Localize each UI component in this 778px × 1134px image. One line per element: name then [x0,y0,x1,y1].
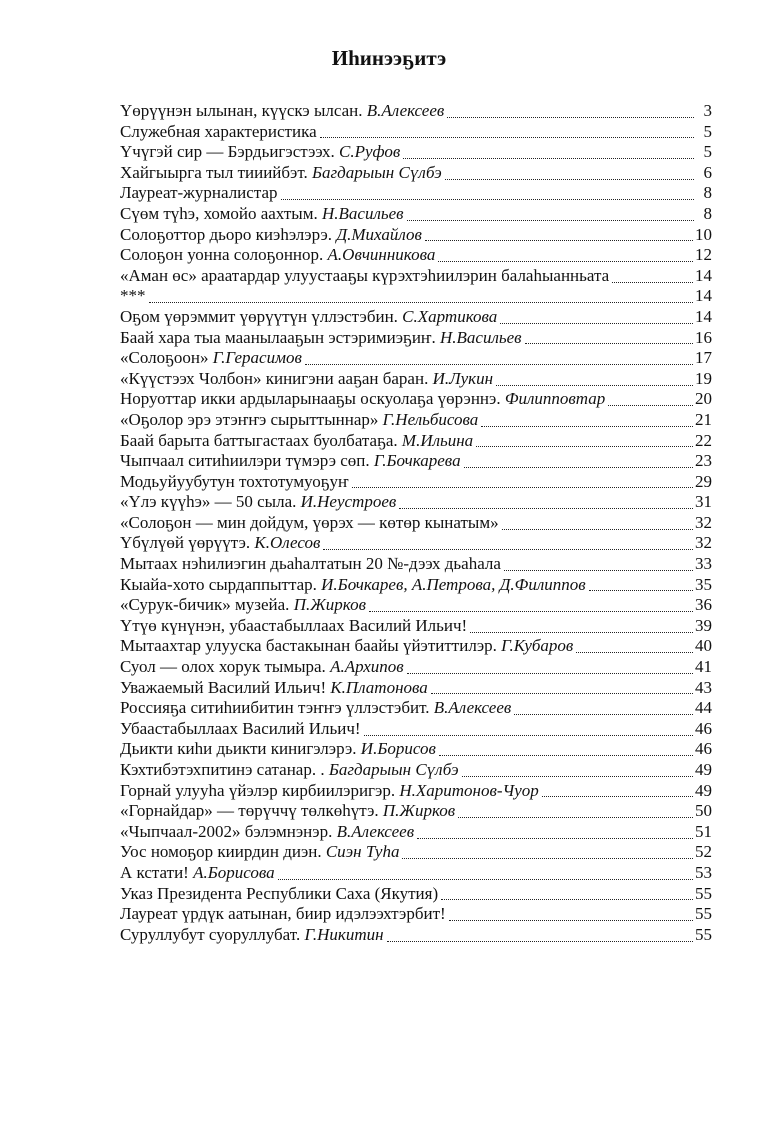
toc-entry-text [120,225,422,246]
toc-entry-page-number: 21 [695,409,712,429]
toc-entry-page-number: 29 [695,471,712,491]
toc-entry-text [120,492,396,513]
toc-entry [120,410,712,431]
toc-entry-title: «Солоҕоон» [120,348,213,368]
toc-entry-text [120,389,605,410]
toc-entry-title: «Солоҕон — мин дойдум, үөрэх — көтөр кынатым» [120,512,499,532]
toc-entry-page-number: 41 [695,657,712,677]
toc-entry-page-number: 8 [703,183,712,203]
toc-entry-title: Убаастабыллаах Василий Ильич! [120,718,361,738]
dot-leader [449,920,693,921]
toc-entry-page-number: 33 [695,554,712,574]
toc-entry [120,142,712,163]
dot-leader [149,302,694,303]
toc-entry [120,904,712,925]
toc-entry-text [120,801,455,822]
toc-entry-text [120,533,320,554]
toc-entry [120,101,712,122]
toc-entry-title: Указ Президента Республики Саха (Якутия) [120,883,439,903]
toc-entry-page-number: 20 [695,389,712,409]
toc-entry-title: Лауреат-журналистар [120,183,278,203]
toc-entry-text [120,575,586,596]
toc-entry-text [120,513,499,534]
dot-leader [504,570,693,571]
toc-entry-author: Г.Никитин [304,924,384,944]
toc-entry-title: Уважаемый Василий Ильич! [120,677,331,697]
toc-entry-title: Чыпчаал ситиһиилэри түмэрэ сөп. [120,451,374,471]
dot-leader [369,611,693,612]
toc-entry [120,472,712,493]
dot-leader [399,508,693,509]
toc-entry-title: *** [120,286,146,306]
toc-entry [120,245,712,266]
toc-entry-title: Модьуйуубутун тохтотумуоҕуҥ [120,471,349,491]
toc-entry-page-number: 49 [695,760,712,779]
toc-entry-text [120,760,459,781]
toc-entry-text [120,616,467,637]
toc-entry-author: Сиэн Туһа [325,842,400,862]
toc-entry [120,636,712,657]
toc-entry-title: Уос номоҕор киирдин диэн. [120,842,326,862]
toc-entry [120,698,712,719]
toc-entry-title: Солоҕоттор дьоро киэһэлэрэ. [120,224,337,244]
toc-entry [120,163,712,184]
toc-entry-page-number: 44 [695,698,712,718]
toc-entry [120,266,712,287]
toc-entry-title: «Үлэ күүһэ» — 50 сыла. [120,492,301,512]
toc-entry-title: Хайгыырга тыл тииийбэт. [120,162,313,182]
toc-entry-author: С.Руфов [339,142,401,162]
dot-leader [445,179,694,180]
dot-leader [407,220,694,221]
toc-entry-author: П.Жирков [293,595,366,615]
dot-leader [281,199,694,200]
dot-leader [464,467,693,468]
page-title: Иһинээҕитэ [331,46,447,70]
toc-entry-author: И.Бочкарев, А.Петрова, Д.Филиппов [321,574,586,594]
toc-entry-text [120,884,438,905]
toc-entry-title: Үтүө күнүнэн, убаастабыллаах Василий Ильич! [120,615,468,635]
toc-entry-page-number: 49 [695,780,712,800]
toc-entry-author: Г.Герасимов [212,348,302,368]
toc-entry [120,204,712,225]
toc-entry-title: Россияҕа ситиһиибитин тэҥҥэ үллэстэбит. [120,698,434,718]
toc-entry-title: Мытаах нэһилиэгин дьаһалтатын 20 №-дээх дьаһала [120,554,501,574]
toc-entry-author: Г.Бочкарева [373,451,461,471]
toc-entry-page-number: 43 [695,677,712,697]
toc-entry [120,842,712,863]
toc-entry-page-number: 53 [695,862,712,882]
toc-entry [120,595,712,616]
toc-entry-page-number: 55 [695,904,712,924]
toc-entry-title: Кэхтибэтэхпитинэ сатанар. . [120,760,329,779]
toc-entry-author: В.Алексеев [366,101,445,120]
toc-entry-author: Багдарыын Сүлбэ [328,760,459,779]
toc-entry-title: Мытаахтар улууска бастакынан баайы үйэтиттилэр. [120,636,502,656]
toc-entry-text [120,183,278,204]
toc-entry [120,822,712,843]
dot-leader [407,673,693,674]
dot-leader [462,776,693,777]
dot-leader [364,735,693,736]
dot-leader [447,117,694,118]
toc-entry [120,431,712,452]
dot-leader [403,158,694,159]
toc-entry-page-number: 39 [695,615,712,635]
toc-entry-author: И.Лукин [432,368,494,388]
toc-entry [120,286,712,307]
toc-entry-title: Баай барыта баттыгастаах буолбатаҕа. [120,430,402,450]
toc-entry-text [120,904,446,925]
toc-entry-title: Үчүгэй сир — Бэрдьигэстээх. [120,142,340,162]
toc-entry-page-number: 40 [695,636,712,656]
toc-entry [120,925,712,946]
dot-leader [470,632,693,633]
toc-entry-text [120,142,400,163]
toc-entry [120,554,712,575]
toc-entry [120,389,712,410]
dot-leader [608,405,693,406]
toc-entry-page-number: 22 [695,430,712,450]
dot-leader [323,549,693,550]
toc-entry [120,369,712,390]
toc-entry-text [120,101,444,122]
toc-entry-text [120,328,522,349]
dot-leader [496,385,693,386]
dot-leader [481,426,693,427]
toc-entry-text [120,451,461,472]
toc-entry-text [120,678,428,699]
dot-leader [438,261,693,262]
toc-entry [120,678,712,699]
toc-entry-page-number: 32 [695,533,712,553]
dot-leader [576,652,693,653]
toc-entry-page-number: 55 [695,924,712,944]
toc-entry-page-number: 51 [695,821,712,841]
dot-leader [612,282,693,283]
toc-entry-author: Г.Кубаров [501,636,574,656]
toc-entry-text [120,204,404,225]
toc-entry-title: Баай хара тыа маанылааҕын эстэримиэҕиҥ. [120,327,441,347]
toc-entry [120,657,712,678]
toc-entry-author: А.Овчинникова [327,245,436,265]
toc-entry-text [120,739,436,760]
dot-leader [514,714,693,715]
toc-entry-title: Сүөм түһэ, хомойо аахтым. [120,203,322,223]
toc-entry-page-number: 32 [695,512,712,532]
toc-entry-author: И.Борисов [360,739,436,759]
dot-leader [589,590,693,591]
toc-entry-text [120,307,497,328]
toc-entry-text [120,863,275,884]
toc-entry-title: Солоҕон уонна солоҕоннор. [120,245,328,265]
toc-entry-page-number: 12 [695,245,712,265]
toc-entry [120,863,712,884]
toc-entry-author: Н.Васильев [440,327,522,347]
dot-leader [439,755,693,756]
toc-entry-page-number: 46 [695,718,712,738]
dot-leader [425,240,693,241]
dot-leader [525,343,693,344]
toc-entry-title: А кстати! [120,862,194,882]
toc-entry-text [120,163,442,184]
toc-entry-author: А.Архипов [330,657,404,677]
toc-entry-page-number: 14 [695,306,712,326]
toc-entry-title: Норуоттар икки ардыларынааҕы оскуолаҕа үөрэннэ. [120,389,505,409]
toc-entry-author: В.Алексеев [433,698,512,718]
toc-entry [120,348,712,369]
toc-entry-text [120,842,399,863]
toc-entry-title: Үөрүүнэн ылынан, күүскэ ылсан. [120,101,367,120]
dot-leader [431,693,693,694]
toc-entry-title: Үбүлүөй үөрүүтэ. [120,533,255,553]
toc-entry [120,739,712,760]
toc-entry-page-number: 14 [695,286,712,306]
toc-entry-author: И.Неустроев [300,492,397,512]
toc-entry-page-number: 31 [695,492,712,512]
toc-entry [120,719,712,740]
toc-entry-text [120,472,349,493]
dot-leader [458,817,693,818]
toc-entry-text [120,781,539,802]
dot-leader [500,323,693,324]
toc-entry-author: Багдарыын Сүлбэ [312,162,442,182]
toc-entry-author: М.Ильина [401,430,474,450]
toc-entry [120,122,712,143]
toc-entry-page-number: 46 [695,739,712,759]
dot-leader [387,941,693,942]
toc-entry-page-number: 5 [703,121,712,141]
toc-entry-page-number: 14 [695,265,712,285]
toc-entry-text [120,431,473,452]
table-of-contents [120,101,712,945]
toc-entry-author: Филипповтар [504,389,606,409]
toc-entry [120,492,712,513]
toc-entry [120,781,712,802]
toc-entry-author: А.Борисова [193,862,275,882]
toc-entry-page-number: 19 [695,368,712,388]
toc-entry [120,575,712,596]
toc-entry-author: Г.Нельбисова [382,409,479,429]
toc-entry-title: «Чыпчаал-2002» бэлэмнэнэр. [120,821,337,841]
toc-entry-title: «Күүстээх Чолбон» кинигэни ааҕан баран. [120,368,433,388]
toc-entry-page-number: 23 [695,451,712,471]
toc-entry-text [120,554,501,575]
toc-entry-title: Оҕом үөрэммит үөрүүтүн үллэстэбин. [120,306,403,326]
toc-entry-text [120,719,361,740]
toc-entry-text [120,698,511,719]
dot-leader [542,796,693,797]
toc-entry [120,451,712,472]
toc-entry-page-number: 55 [695,883,712,903]
toc-entry-title: Суол — олох хорук тымыра. [120,657,331,677]
toc-entry-author: Д.Михайлов [336,224,422,244]
toc-entry [120,328,712,349]
toc-entry-text [120,348,302,369]
toc-entry-title: Дьикти киһи дьикти кинигэлэрэ. [120,739,361,759]
toc-entry-title: «Сурук-бичик» музейа. [120,595,294,615]
dot-leader [402,858,693,859]
toc-entry-page-number: 10 [695,224,712,244]
toc-entry-page-number: 5 [703,142,712,162]
toc-entry-author: В.Алексеев [336,821,415,841]
dot-leader [476,446,693,447]
toc-entry-author: С.Хартикова [402,306,498,326]
toc-entry-title: Служебная характеристика [120,121,317,141]
dot-leader [352,487,693,488]
toc-entry-author: К.Олесов [254,533,321,553]
toc-entry-page-number: 16 [695,327,712,347]
toc-entry-title: «Аман өс» араатардар улуустааҕы күрэхтэһиилэрин балаһыанньата [120,265,610,285]
dot-leader [278,879,693,880]
toc-entry [120,884,712,905]
toc-entry-text [120,122,317,143]
toc-entry-text [120,925,384,946]
toc-entry-text [120,286,146,307]
toc-entry-page-number: 3 [703,101,712,120]
toc-entry-page-number: 17 [695,348,712,368]
toc-entry-author: К.Платонова [330,677,428,697]
toc-entry [120,760,712,781]
toc-entry-author: П.Жирков [382,801,456,821]
toc-entry [120,183,712,204]
toc-entry-text [120,822,414,843]
toc-entry-page-number: 6 [703,162,712,182]
toc-entry [120,533,712,554]
toc-entry-title: Горнай улууһа үйэлэр кирбиилэригэр. [120,780,400,800]
toc-entry-page-number: 50 [695,801,712,821]
toc-entry [120,616,712,637]
toc-entry-page-number: 36 [695,595,712,615]
toc-entry [120,225,712,246]
dot-leader [417,838,693,839]
toc-entry-page-number: 52 [695,842,712,862]
toc-entry-page-number: 8 [703,203,712,223]
toc-entry [120,307,712,328]
toc-entry-title: Суруллубут суоруллубат. [120,924,305,944]
toc-entry-author: Н.Васильев [321,203,404,223]
toc-entry-text [120,657,404,678]
dot-leader [305,364,693,365]
toc-entry-text [120,410,478,431]
toc-entry-page-number: 35 [695,574,712,594]
toc-entry-text [120,636,573,657]
toc-entry-title: «Горнайдар» — төрүччү төлкөһүтэ. [120,801,383,821]
toc-entry-author: Н.Харитонов-Чуор [399,780,539,800]
dot-leader [441,899,693,900]
toc-entry-text [120,245,435,266]
toc-entry-title: Кыайа-хото сырдаппыттар. [120,574,322,594]
toc-entry-title: Лауреат үрдүк аатынан, биир идэлээхтэрбит! [120,904,446,924]
toc-entry [120,513,712,534]
dot-leader [320,137,694,138]
toc-entry-title: «Оҕолор эрэ этэҥҥэ сырыттыннар» [120,409,383,429]
toc-entry [120,801,712,822]
dot-leader [502,529,693,530]
toc-entry-text [120,266,609,287]
toc-entry-text [120,595,366,616]
toc-entry-text [120,369,493,390]
